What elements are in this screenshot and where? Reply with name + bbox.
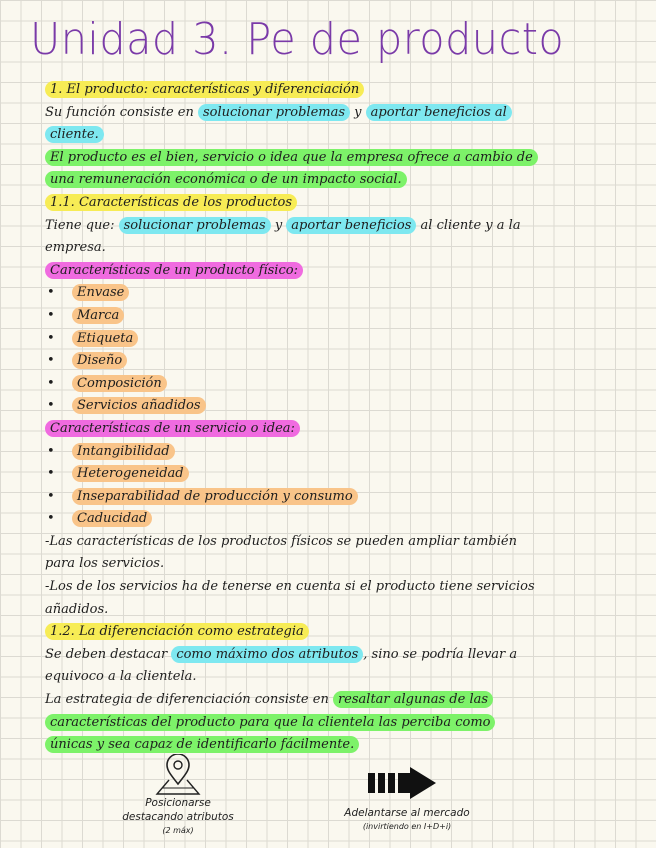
paragraph-strategy: La estrategia de diferenciación consiste en resaltar algunas de las <box>45 689 625 712</box>
section-1-heading: 1. El producto: características y diferenciación <box>45 79 625 102</box>
list-item: • Inseparabilidad de producción y consumo <box>45 486 625 509</box>
advance-caption: Adelantarse al mercado (invirtiendo en I+D+i) <box>344 807 470 831</box>
list-item: • Etiqueta <box>45 328 625 351</box>
paragraph-definition: El producto es el bien, servicio o idea que la empresa ofrece a cambio de <box>45 147 625 170</box>
map-pin-icon <box>152 754 204 798</box>
paragraph-attributes: Se deben destacar como máximo dos atributos , sino se podría llevar a <box>45 646 518 662</box>
arrow-forward-icon <box>366 766 438 800</box>
notes-body: 1. El producto: características y diferenciación Su función consiste en solucionar problemas y aportar beneficios al cliente. El producto es el bien, servicio o idea que la empresa ofrece a cambio de una remuneración económica o de un impacto social. 1.1. Características de los productos Tiene que: solucionar problemas y aportar beneficios al cliente y a la empresa. Características de un producto físico: • Envase • Marca • Etiqueta • Diseño • Composición • Servicios añadidos Características de un servicio o idea: • Intangibilidad • Heterogeneidad • Inseparabilidad de producción y consumo • Caducidad -Las características de los productos físicos se pueden ampliar también para los servicios. -Los de los servicios ha de tenerse en cuenta si el producto tiene servicios añadidos. 1.2. La diferenciación como estrategia Se deben destacar como máximo dos atributos , sino se podría llevar a equivoco a la clientela. La estrategia de diferenciación consiste en resaltar algunas de las características del producto para que la clientela las perciba como únicas y sea capaz de identificarlo fácilmente. <box>45 79 625 757</box>
list-item: • Diseño <box>45 350 625 373</box>
note-1: -Las características de los productos físicos se pueden ampliar también <box>45 533 517 549</box>
paragraph-must: Tiene que: solucionar problemas y aportar beneficios al cliente y a la <box>45 217 521 233</box>
paragraph-function: Su función consiste en solucionar problemas y aportar beneficios al <box>45 102 625 125</box>
list-item: • Composición <box>45 373 625 396</box>
service-heading: Características de un servicio o idea: <box>45 418 625 441</box>
list-item: • Marca <box>45 305 625 328</box>
list-item: • Intangibilidad <box>45 441 625 464</box>
strategy-icons <box>0 752 656 848</box>
list-item: • Envase <box>45 282 625 305</box>
section-1-1-heading: 1.1. Características de los productos <box>45 192 625 215</box>
section-1-2-heading: 1.2. La diferenciación como estrategia <box>45 621 625 644</box>
list-item: • Caducidad <box>45 508 625 531</box>
physical-product-heading: Características de un producto físico: <box>45 260 625 283</box>
note-2: -Los de los servicios ha de tenerse en cuenta si el producto tiene servicios <box>45 579 535 595</box>
list-item: • Servicios añadidos <box>45 395 625 418</box>
position-caption: Posicionarse destacando atributos (2 máx) <box>122 797 234 835</box>
page-title: Unidad 3. Pe de producto <box>30 14 565 65</box>
list-item: • Heterogeneidad <box>45 463 625 486</box>
